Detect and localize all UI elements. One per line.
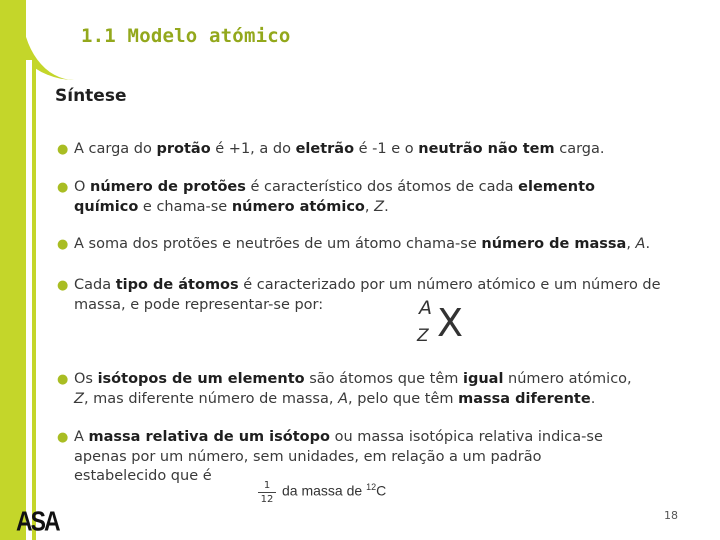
bullet-item-representation <box>57 276 720 315</box>
fraction-denominator: 12 <box>260 494 274 505</box>
emphasis-term: número de massa <box>481 236 627 252</box>
bullet-text <box>57 178 720 217</box>
symbol-italic: A <box>635 236 646 252</box>
bullet-item-atomic-number <box>57 178 720 217</box>
bullet-item-relative-mass <box>57 428 720 487</box>
bullet-dot-icon: ● <box>57 142 69 157</box>
text-run: A soma dos protões e neutrões de um átomo chama-se <box>74 236 482 252</box>
bullet-dot-icon: ● <box>57 278 69 293</box>
fraction-numerator: 1 <box>258 480 276 493</box>
symbol-italic: Z <box>74 390 84 407</box>
text-run: é +1, a do <box>210 141 296 157</box>
bullet-item-isotopes <box>57 370 720 409</box>
emphasis-term: químico <box>74 198 139 215</box>
text-run: ou massa isotópica relativa indica-se <box>329 429 603 445</box>
inner-decorative-band <box>32 60 36 540</box>
text-run: são átomos que têm <box>304 371 463 387</box>
text-run: , <box>626 236 636 252</box>
section-heading: Síntese <box>55 86 127 106</box>
text-run: apenas por um número, sem unidades, em relação a um padrão <box>74 448 542 465</box>
text-run: , <box>364 198 375 215</box>
carbon-12-reference <box>282 482 386 499</box>
emphasis-term: isótopos de um elemento <box>97 371 305 387</box>
text-run: A <box>74 429 89 445</box>
text-run: . <box>645 236 651 252</box>
fraction-one-twelfth <box>258 480 276 506</box>
text-run: e chama-se <box>138 198 232 215</box>
text-run: massa, e pode representar-se por: <box>74 296 324 313</box>
bullet-text <box>57 235 720 255</box>
bullet-dot-icon: ● <box>57 372 69 387</box>
text-run: . <box>384 198 389 215</box>
text-run: Os <box>74 371 98 387</box>
element-symbol: X <box>437 301 464 345</box>
bullet-text <box>57 428 720 487</box>
bullet-text <box>57 140 720 160</box>
bullet-dot-icon: ● <box>57 180 69 195</box>
text-run: é -1 e o <box>354 141 419 157</box>
text-run: O <box>74 179 91 195</box>
text-run: . <box>590 390 596 407</box>
emphasis-term: eletrão <box>295 141 355 157</box>
text-run: , pelo que têm <box>348 390 459 407</box>
text-run: , mas diferente número de massa, <box>83 390 339 407</box>
emphasis-term: número de protões <box>90 179 246 195</box>
text-run: estabelecido que é <box>74 468 212 484</box>
symbol-italic: Z <box>374 198 385 215</box>
publisher-logo: ASA <box>16 505 59 537</box>
fraction-text: da massa de <box>282 482 367 499</box>
bullet-item-charges <box>57 140 720 160</box>
bullet-item-mass-number <box>57 235 720 255</box>
mass-number-symbol: A <box>419 297 432 319</box>
text-run: Cada <box>74 277 116 293</box>
text-run: A carga do <box>74 141 157 157</box>
nuclide-notation <box>413 297 473 349</box>
emphasis-term: massa relativa de um isótopo <box>88 429 330 445</box>
emphasis-term: tipo de átomos <box>115 277 239 293</box>
emphasis-term: número atómico <box>231 198 365 215</box>
left-decorative-band <box>0 0 26 540</box>
emphasis-term: elemento <box>518 179 595 195</box>
text-run: número atómico, <box>503 371 632 387</box>
bullet-dot-icon: ● <box>57 430 69 445</box>
page-number: 18 <box>664 509 678 522</box>
emphasis-term: neutrão não tem <box>418 141 555 157</box>
atomic-number-symbol: Z <box>417 326 429 346</box>
text-run: é característico dos átomos de cada <box>245 179 519 195</box>
slide-title: 1.1 Modelo atómico <box>81 25 291 47</box>
emphasis-term: massa diferente <box>458 390 591 407</box>
text-run: é caracterizado por um número atómico e um número de <box>238 277 661 293</box>
bullet-text <box>57 276 720 315</box>
emphasis-term: igual <box>463 371 504 387</box>
emphasis-term: protão <box>156 141 211 157</box>
symbol-italic: A <box>338 390 348 407</box>
text-run: carga. <box>554 141 605 157</box>
bullet-dot-icon: ● <box>57 237 69 252</box>
bullet-text <box>57 370 720 409</box>
isotope-mass-number: 12 <box>366 482 377 492</box>
isotope-symbol: C <box>376 482 387 499</box>
